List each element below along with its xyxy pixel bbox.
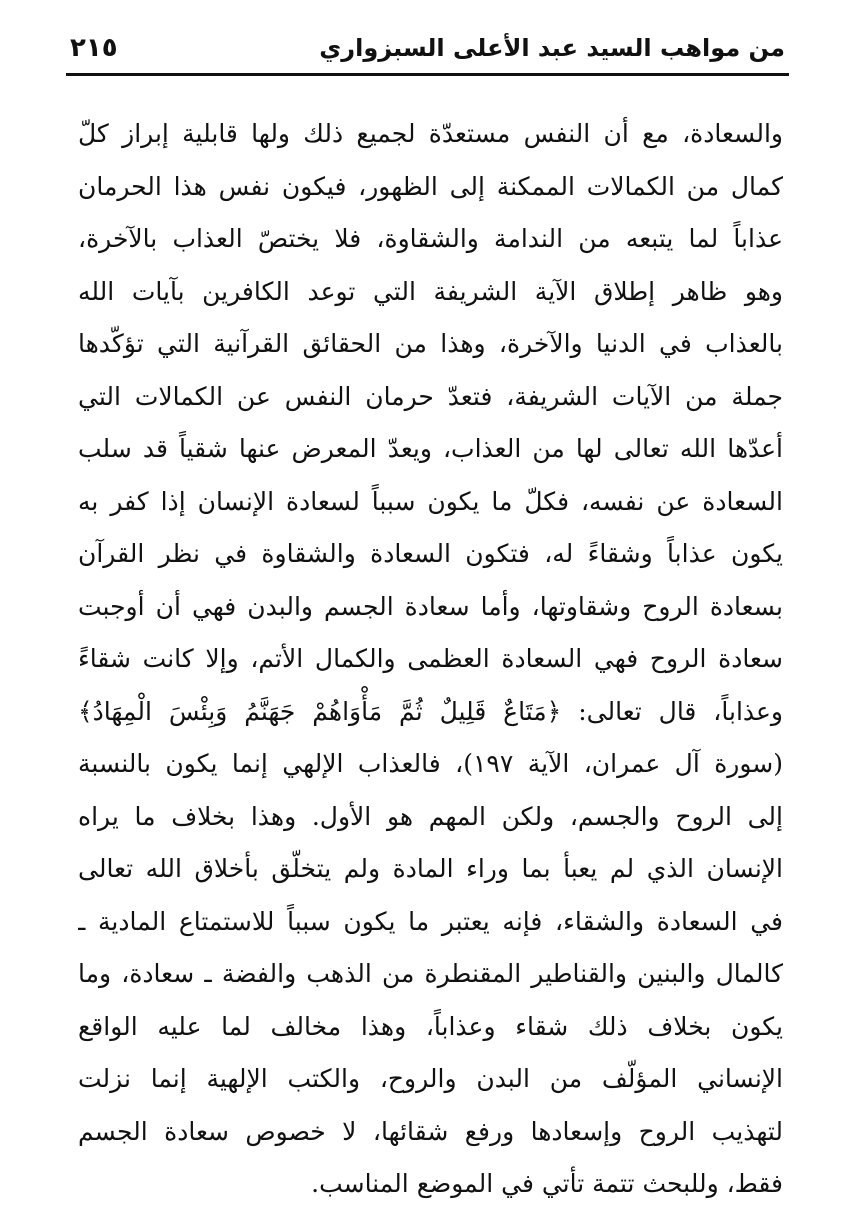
header-rule: [66, 73, 789, 76]
text-line: والسعادة، مع أن النفس مستعدّة لجميع ذلك ولها قابلية إبراز كلّ: [78, 119, 783, 148]
text-line: كالمال والبنين والقناطير المقنطرة من الذهب والفضة ـ سعادة، وما: [78, 959, 783, 988]
text-line: (سورة آل عمران، الآية ١٩٧)، فالعذاب الإلهي إنما يكون بالنسبة: [78, 749, 783, 778]
text-line: سعادة الروح فهي السعادة العظمى والكمال الأتم، وإلا كانت شقاءً: [78, 644, 783, 673]
running-title: من مواهب السيد عبد الأعلى السبزواري: [319, 34, 785, 62]
running-header: [70, 26, 785, 70]
text-line: كمال من الكمالات الممكنة إلى الظهور، فيكون نفس هذا الحرمان: [78, 171, 783, 201]
body-paragraph: [78, 108, 783, 1211]
text-line: يكون عذاباً وشقاءً له، فتكون السعادة والشقاوة في نظر القرآن: [78, 539, 783, 568]
text-line: جملة من الآيات الشريفة، فتعدّ حرمان النفس عن الكمالات التي: [78, 381, 783, 411]
text-line: إلى الروح والجسم، ولكن المهم هو الأول. وهذا بخلاف ما يراه: [78, 801, 783, 831]
text-line: الإنساني المؤلّف من البدن والروح، والكتب الإلهية إنما نزلت: [78, 1064, 783, 1093]
text-line: بسعادة الروح وشقاوتها، وأما سعادة الجسم والبدن فهي أن أوجبت: [78, 591, 783, 621]
text-line: بالعذاب في الدنيا والآخرة، وهذا من الحقائق القرآنية التي تؤكّدها: [78, 329, 783, 358]
quran-quote-line: وعذاباً، قال تعالى: ﴿مَتَاعٌ قَلِيلٌ ثُمَّ مَأْوَاهُمْ جَهَنَّمُ وَبِئْسَ الْمِهَادُ﴾: [78, 696, 783, 726]
text-line: أعدّها الله تعالى لها من العذاب، ويعدّ المعرض عنها شقياً قد سلب: [78, 434, 783, 463]
text-line: يكون بخلاف ذلك شقاء وعذاباً، وهذا مخالف لما عليه الواقع: [78, 1011, 783, 1041]
text-line: وهو ظاهر إطلاق الآية الشريفة التي توعد الكافرين بآيات الله: [78, 276, 783, 306]
text-line-last: فقط، وللبحث تتمة تأتي في الموضع المناسب.: [311, 1169, 783, 1198]
text-line: الإنسان الذي لم يعبأ بما وراء المادة ولم يتخلّق بأخلاق الله تعالى: [78, 854, 783, 883]
page-number: ٢١٥: [70, 33, 118, 63]
text-line: لتهذيب الروح وإسعادها ورفع شقائها، لا خصوص سعادة الجسم: [78, 1116, 783, 1146]
text-line: عذاباً لما يتبعه من الندامة والشقاوة، فلا يختصّ العذاب بالآخرة،: [78, 224, 783, 253]
text-line: في السعادة والشقاء، فإنه يعتبر ما يكون سبباً للاستمتاع المادية ـ: [78, 906, 783, 936]
text-line: السعادة عن نفسه، فكلّ ما يكون سبباً لسعادة الإنسان إذا كفر به: [78, 486, 783, 516]
